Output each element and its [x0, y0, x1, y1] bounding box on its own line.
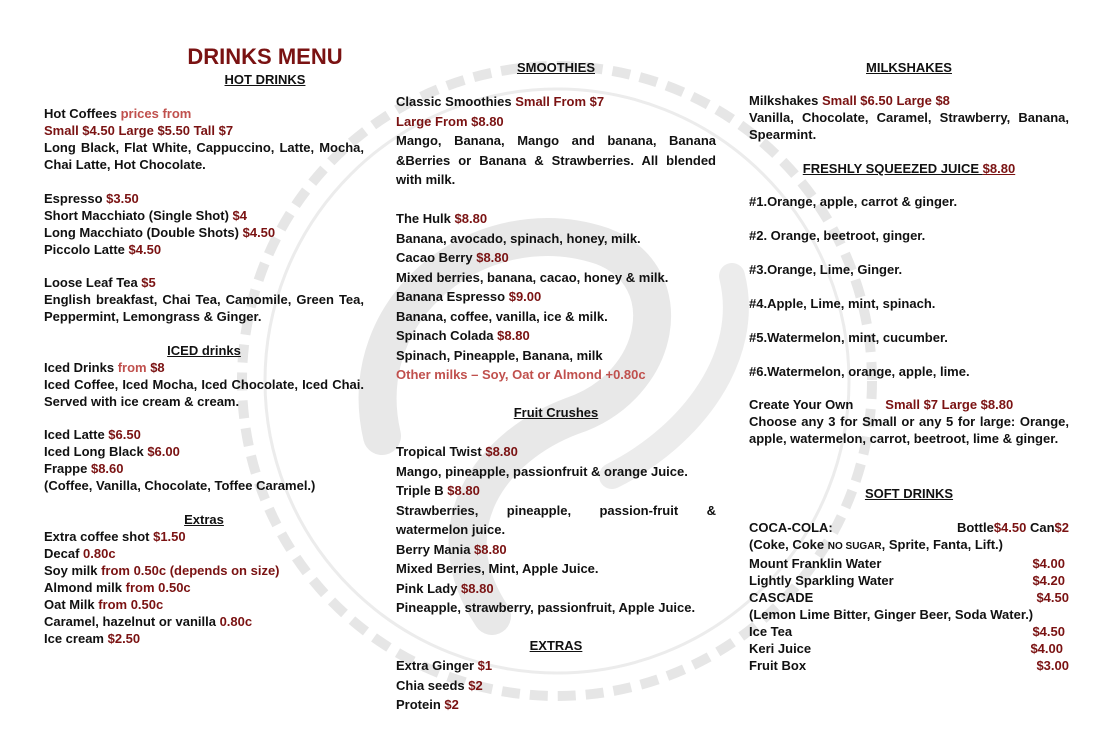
fruit-crushes-heading: Fruit Crushes: [513, 405, 599, 420]
coffee-extras-list: Extra coffee shot $1.50 Decaf 0.80c Soy milk from 0.50c (depends on size) Almond milk from 0.50c Oat Milk from 0.50c Caramel, hazelnut or vanilla 0.80c Ice cream $2.50: [44, 529, 280, 646]
other-milks-note: Other milks – Soy, Oat or Almond +0.80c: [396, 367, 646, 382]
juice-item: #6.Watermelon, orange, apple, lime.: [749, 364, 970, 379]
hot-coffees-item: Hot Coffees prices from Small $4.50 Large $5.50 Tall $7 Long Black, Flat White, Cappuccino, Latte, Mocha, Chai Latte, Hot Chocolate.: [44, 106, 364, 172]
soft-drink-row: Ice Tea $4.50: [749, 624, 1065, 639]
hot-drinks-heading: HOT DRINKS: [224, 72, 306, 87]
iced-drinks-heading: ICED drinks: [167, 343, 241, 358]
soft-drinks-list: COCA-COLA: Bottle$4.50 Can$2 (Coke, Coke NO SUGAR, Sprite, Fanta, Lift.) Mount Franklin Water $4.00 Lightly Sparkling Water $4.20 CASCADE $4.50 (Lemon Lime Bitter, Ginger Beer, Soda Water.) Ice Tea $4.50 Keri Juice $4.00 Fruit Box $3.00: [749, 520, 1069, 673]
juice-item: #3.Orange, Lime, Ginger.: [749, 262, 903, 277]
juice-item: #4.Apple, Lime, mint, spinach.: [749, 296, 936, 311]
juice-item: #2. Orange, beetroot, ginger.: [749, 228, 926, 243]
fruit-crushes-list: Tropical Twist $8.80 Mango, pineapple, passionfruit & orange Juice. Triple B $8.80 Strawberries, pineapple, passion-fruit & watermelon juice. Berry Mania $8.80 Mixed Berries, Mint, Apple Juice. Pink Lady $8.80 Pineapple, strawberry, passionfruit, Apple Juice.: [396, 444, 716, 615]
create-your-own-item: Create Your Own Small $7 Large $8.80 Choose any 3 for Small or any 5 for large: Orange, apple, watermelon, carrot, beetroot, lime & ginger.: [749, 397, 1069, 446]
soft-drink-row: Lightly Sparkling Water $4.20: [749, 573, 1065, 588]
iced-drinks-item: Iced Drinks from $8 Iced Coffee, Iced Mocha, Iced Chocolate, Iced Chai. Served with ice cream & cream.: [44, 360, 364, 409]
milkshakes-item: Milkshakes Small $6.50 Large $8 Vanilla, Chocolate, Caramel, Strawberry, Banana, Spearmint.: [749, 93, 1069, 142]
menu-title: DRINKS MENU: [187, 44, 343, 69]
juice-item: #1.Orange, apple, carrot & ginger.: [749, 194, 958, 209]
extras-heading: Extras: [184, 512, 224, 527]
loose-leaf-tea-item: Loose Leaf Tea $5 English breakfast, Chai Tea, Camomile, Green Tea, Peppermint, Lemongrass & Ginger.: [44, 275, 364, 324]
soft-drinks-heading: SOFT DRINKS: [864, 486, 954, 501]
soft-drink-row: Fruit Box $3.00: [749, 658, 1069, 673]
smoothie-extras-list: Extra Ginger $1 Chia seeds $2 Protein $2: [396, 658, 493, 712]
soft-drink-row: Keri Juice $4.00: [749, 641, 1063, 656]
smoothies-heading: SMOOTHIES: [516, 60, 595, 75]
smoothie-extras-heading: EXTRAS: [529, 638, 583, 653]
milkshakes-heading: MILKSHAKES: [866, 60, 952, 75]
soft-drink-row: Mount Franklin Water $4.00: [749, 556, 1065, 571]
juice-list: [749, 193, 1069, 397]
juice-heading: FRESHLY SQUEEZED JUICE $8.80: [802, 161, 1016, 176]
coca-cola-row: COCA-COLA: Bottle$4.50 Can$2: [749, 520, 1069, 535]
espresso-group: Espresso $3.50 Short Macchiato (Single Shot) $4 Long Macchiato (Double Shots) $4.50 Piccolo Latte $4.50: [44, 191, 276, 257]
juice-item: #5.Watermelon, mint, cucumber.: [749, 330, 948, 345]
smoothie-list: The Hulk $8.80 Banana, avocado, spinach, honey, milk. Cacao Berry $8.80 Mixed berries, banana, cacao, honey & milk. Banana Espresso $9.00 Banana, coffee, vanilla, ice & milk. Spinach Colada $8.80 Spinach, Pineapple, Banana, milk Other milks – Soy, Oat or Almond +0.80c: [396, 209, 716, 385]
iced-latte-group: Iced Latte $6.50 Iced Long Black $6.00 Frappe $8.60 (Coffee, Vanilla, Chocolate, Toffee Caramel.): [44, 427, 316, 493]
classic-smoothies-item: Classic Smoothies Small From $7 Large From $8.80 Mango, Banana, Mango and banana, Banana &Berries or Banana & Strawberries. All blended with milk.: [396, 94, 716, 187]
soft-drink-row: CASCADE $4.50: [749, 590, 1069, 605]
